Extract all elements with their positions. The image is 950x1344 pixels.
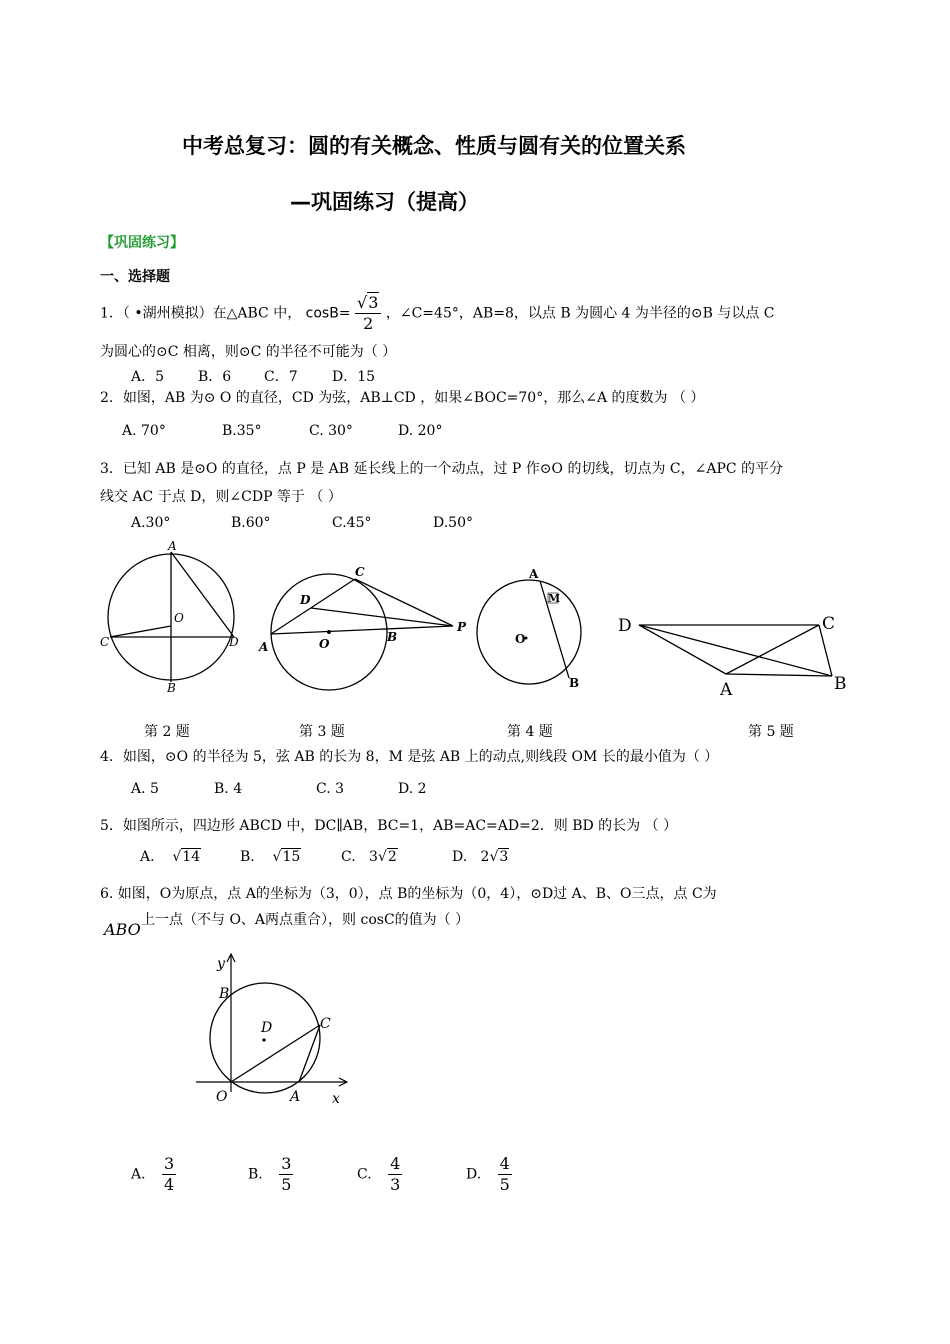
q5-option-d[interactable]: D. 2√3 (452, 849, 509, 865)
page-title: 中考总复习：圆的有关概念、性质与圆有关的位置关系 (182, 134, 686, 158)
f4-label-o: O (515, 632, 526, 646)
figure-4 (468, 565, 593, 695)
q1-post: ，∠C=45°，AB=8，以点 B 为圆心 4 为半径的⊙B 与以点 C (385, 305, 775, 322)
caption-figure-5: 第 5 题 (748, 724, 794, 740)
question-1-line-2: 为圆心的⊙C 相离，则⊙C 的半径不可能为（ ） (100, 344, 397, 360)
caption-figure-3: 第 3 题 (299, 724, 345, 740)
f3-label-d: D (300, 593, 311, 607)
page-subtitle: —巩固练习（提高） (290, 190, 479, 214)
q3-option-a[interactable]: A.30° (131, 515, 171, 531)
question-3-line-2: 线交 AC 于点 D，则∠CDP 等于 （ ） (100, 489, 342, 505)
f5-label-d: D (618, 616, 632, 636)
f3-label-p: P (457, 620, 467, 634)
q1-option-d[interactable]: D．15 (332, 369, 376, 385)
q1-option-b[interactable]: B．6 (198, 369, 232, 385)
q6-option-a[interactable]: A. $\frac{3}{4}$ (131, 1154, 175, 1194)
figure-2 (98, 540, 246, 700)
f2-label-c: C (100, 635, 110, 649)
q4-option-b[interactable]: B. 4 (214, 781, 243, 797)
f4-label-b: B (569, 676, 580, 690)
f3-label-c: C (355, 565, 365, 579)
f6-label-c: C (320, 1016, 331, 1032)
f6-label-b: B (219, 986, 230, 1002)
section-label: 【巩固练习】 (100, 235, 184, 251)
f4-label-m: M (548, 592, 561, 605)
question-5: 5．如图所示，四边形 ABCD 中，DC∥AB，BC=1，AB=AC=AD=2．则 BD 的长为 （ ） (100, 818, 678, 834)
question-3-line-1: 3．已知 AB 是⊙O 的直径，点 P 是 AB 延长线上的一个动点，过 P 作⊙O 的切线，切点为 C，∠APC 的平分 (100, 461, 784, 477)
q3-option-c[interactable]: C.45° (332, 515, 372, 531)
q6-option-c[interactable]: C. $\frac{4}{3}$ (357, 1154, 401, 1194)
f3-label-o: O (319, 637, 330, 651)
q6-option-d[interactable]: D. $\frac{4}{5}$ (466, 1154, 510, 1194)
f6-label-d: D (261, 1020, 273, 1036)
f2-label-d: D (229, 635, 239, 649)
figure-6 (188, 950, 363, 1110)
q5-option-b[interactable]: B. √15 (240, 849, 301, 865)
f6-label-a: A (290, 1089, 301, 1105)
q5-option-a[interactable]: A. √14 (140, 849, 201, 865)
q1-option-c[interactable]: C．7 (264, 369, 298, 385)
q4-option-c[interactable]: C. 3 (316, 781, 345, 797)
caption-figure-2: 第 2 题 (144, 724, 190, 740)
q5-option-c[interactable]: C. 3√2 (341, 849, 397, 865)
q6-option-b[interactable]: B. $\frac{3}{5}$ (248, 1154, 292, 1194)
q3-option-d[interactable]: D.50° (433, 515, 473, 531)
q4-option-a[interactable]: A. 5 (131, 781, 159, 797)
f2-label-b: B (167, 681, 176, 695)
f5-label-c: C (822, 614, 836, 634)
figure-5 (612, 608, 857, 703)
q1-fraction: $\frac{√3}{2}$ (355, 295, 381, 332)
f3-label-b: B (387, 630, 398, 644)
q2-option-b[interactable]: B.35° (222, 423, 262, 439)
q3-option-b[interactable]: B.60° (231, 515, 271, 531)
q4-option-d[interactable]: D. 2 (398, 781, 427, 797)
question-1-line-1 (100, 295, 775, 332)
question-2: 2．如图，AB 为⊙ O 的直径，CD 为弦，AB⊥CD ，如果∠BOC=70°，那么∠A 的度数为 （ ） (100, 390, 705, 406)
q1-cos: cosB= (305, 305, 351, 322)
f6-label-o: O (216, 1089, 228, 1105)
f6-label-x: x (332, 1091, 340, 1107)
q1-pre: 1．（ •湖州模拟）在△ABC 中， (100, 305, 302, 322)
margin-arc-label: ABO (104, 920, 141, 939)
f2-label-a: A (168, 539, 177, 553)
q2-option-d[interactable]: D. 20° (398, 423, 443, 439)
q2-option-a[interactable]: A. 70° (122, 423, 166, 439)
f5-label-a: A (720, 680, 733, 700)
part-heading: 一、选择题 (100, 269, 170, 285)
f4-label-a: A (529, 567, 539, 581)
figure-3 (255, 562, 475, 697)
question-4: 4．如图，⊙O 的半径为 5，弦 AB 的长为 8，M 是弦 AB 上的动点,则线段 OM 长的最小值为（ ） (100, 749, 719, 765)
f5-label-b: B (834, 674, 847, 694)
question-6-line-2: 上一点（不与 O、A两点重合），则 cosC的值为（ ） (141, 912, 470, 928)
q1-option-a[interactable]: A．5 (131, 369, 165, 385)
f2-label-o: O (174, 611, 184, 625)
question-6-line-1: 6. 如图，O为原点，点 A的坐标为（3，0），点 B的坐标为（0，4），⊙D过 A、B、O三点，点 C为 (100, 886, 717, 902)
q2-option-c[interactable]: C. 30° (309, 423, 353, 439)
f3-label-a: A (259, 640, 269, 654)
caption-figure-4: 第 4 题 (507, 724, 553, 740)
f6-label-y: y (217, 956, 225, 972)
